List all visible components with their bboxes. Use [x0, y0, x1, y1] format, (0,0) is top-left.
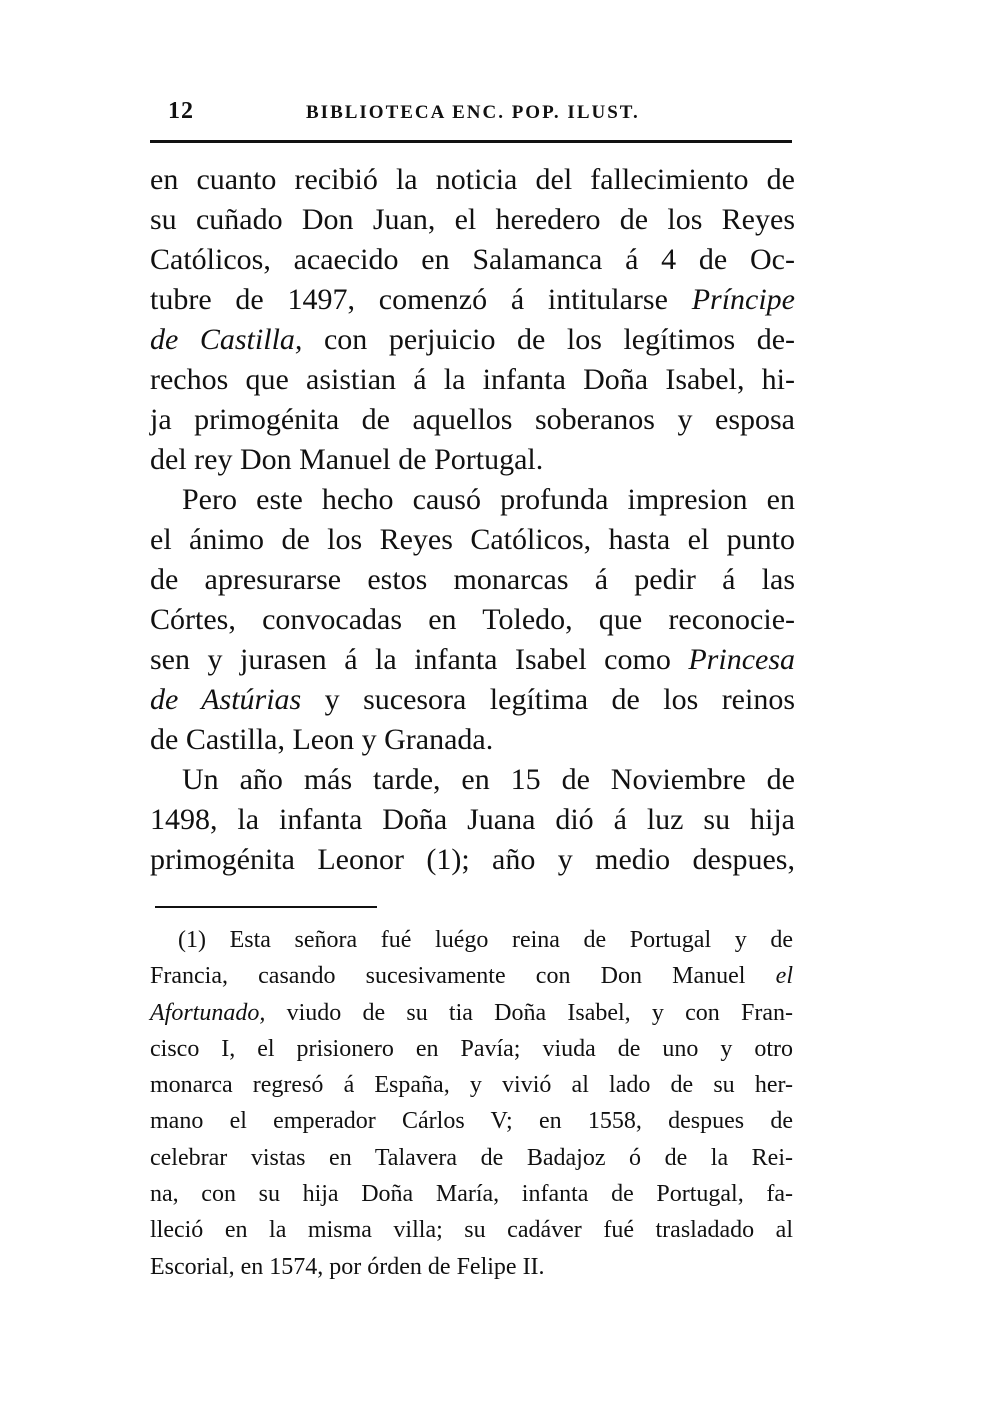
footnote [150, 922, 793, 1285]
footnote-line: monarca regresó á España, y vivió al lado de su her- [150, 1072, 793, 1099]
text-fragment: Francia, casando sucesivamente con Don Manuel [150, 963, 746, 990]
italic-title-princesa: Princesa [688, 643, 795, 676]
text-line: primogénita Leonor (1); año y medio despues, [150, 843, 795, 876]
text-line: ja primogénita de aquellos soberanos y esposa [150, 403, 795, 436]
text-line: de Castilla, Leon y Granada. [150, 723, 494, 756]
page-header [160, 96, 800, 132]
text-line: de apresurarse estos monarcas á pedir á las [150, 563, 795, 596]
text-line: su cuñado Don Juan, el heredero de los Reyes [150, 203, 795, 236]
footnote-line: mano el emperador Cárlos V; en 1558, despues de [150, 1108, 793, 1135]
italic-epithet-afortunado: Afortunado, [150, 999, 266, 1026]
text-fragment: tubre de 1497, comenzó á intitularse [150, 283, 668, 316]
text-fragment: con perjuicio de los legítimos de- [323, 323, 795, 356]
footnote-line: Escorial, en 1574, por órden de Felipe II. [150, 1253, 545, 1280]
text-fragment: sen y jurasen á la infanta Isabel como [150, 643, 671, 676]
footnote-line: cisco I, el prisionero en Pavía; viuda de uno y otro [150, 1035, 793, 1062]
italic-title-principe: Príncipe [691, 283, 795, 316]
italic-epithet-el: el [775, 963, 793, 990]
footnote-line: na, con su hija Doña María, infanta de Portugal, fa- [150, 1181, 793, 1208]
footnote-line: celebrar vistas en Talavera de Badajoz ó de la Rei- [150, 1144, 793, 1171]
text-line: en cuanto recibió la noticia del fallecimiento de [150, 163, 795, 196]
footnote-line [150, 995, 793, 1031]
text-line [150, 640, 795, 680]
text-fragment: viudo de su tia Doña Isabel, y con Fran- [286, 999, 793, 1026]
text-fragment: y sucesora legítima de los reinos [324, 683, 796, 716]
footnote-line: lleció en la misma villa; su cadáver fué trasladado al [150, 1217, 793, 1244]
text-line: Católicos, acaecido en Salamanca á 4 de Oc- [150, 243, 795, 276]
footnote-line [150, 958, 793, 994]
text-line [150, 320, 795, 360]
running-head: BIBLIOTECA ENC. POP. ILUST. [306, 102, 640, 123]
italic-title-castilla: de Castilla, [150, 323, 303, 356]
text-line: del rey Don Manuel de Portugal. [150, 443, 544, 476]
footnote-line: (1) Esta señora fué luégo reina de Portugal y de [178, 927, 793, 953]
italic-title-asturias: de Astúrias [150, 683, 302, 716]
footnote-rule [155, 906, 377, 908]
text-line: el ánimo de los Reyes Católicos, hasta el punto [150, 523, 795, 556]
text-line [150, 280, 795, 320]
header-rule [150, 140, 792, 143]
text-line: Un año más tarde, en 15 de Noviembre de [182, 763, 795, 796]
text-line: Pero este hecho causó profunda impresion en [182, 483, 795, 516]
text-line: rechos que asistian á la infanta Doña Isabel, hi- [150, 363, 795, 396]
text-line: 1498, la infanta Doña Juana dió á luz su hija [150, 803, 795, 836]
text-line [150, 680, 795, 720]
text-line: Córtes, convocadas en Toledo, que reconocie- [150, 603, 795, 636]
main-text [150, 160, 795, 880]
page-number: 12 [168, 98, 194, 124]
